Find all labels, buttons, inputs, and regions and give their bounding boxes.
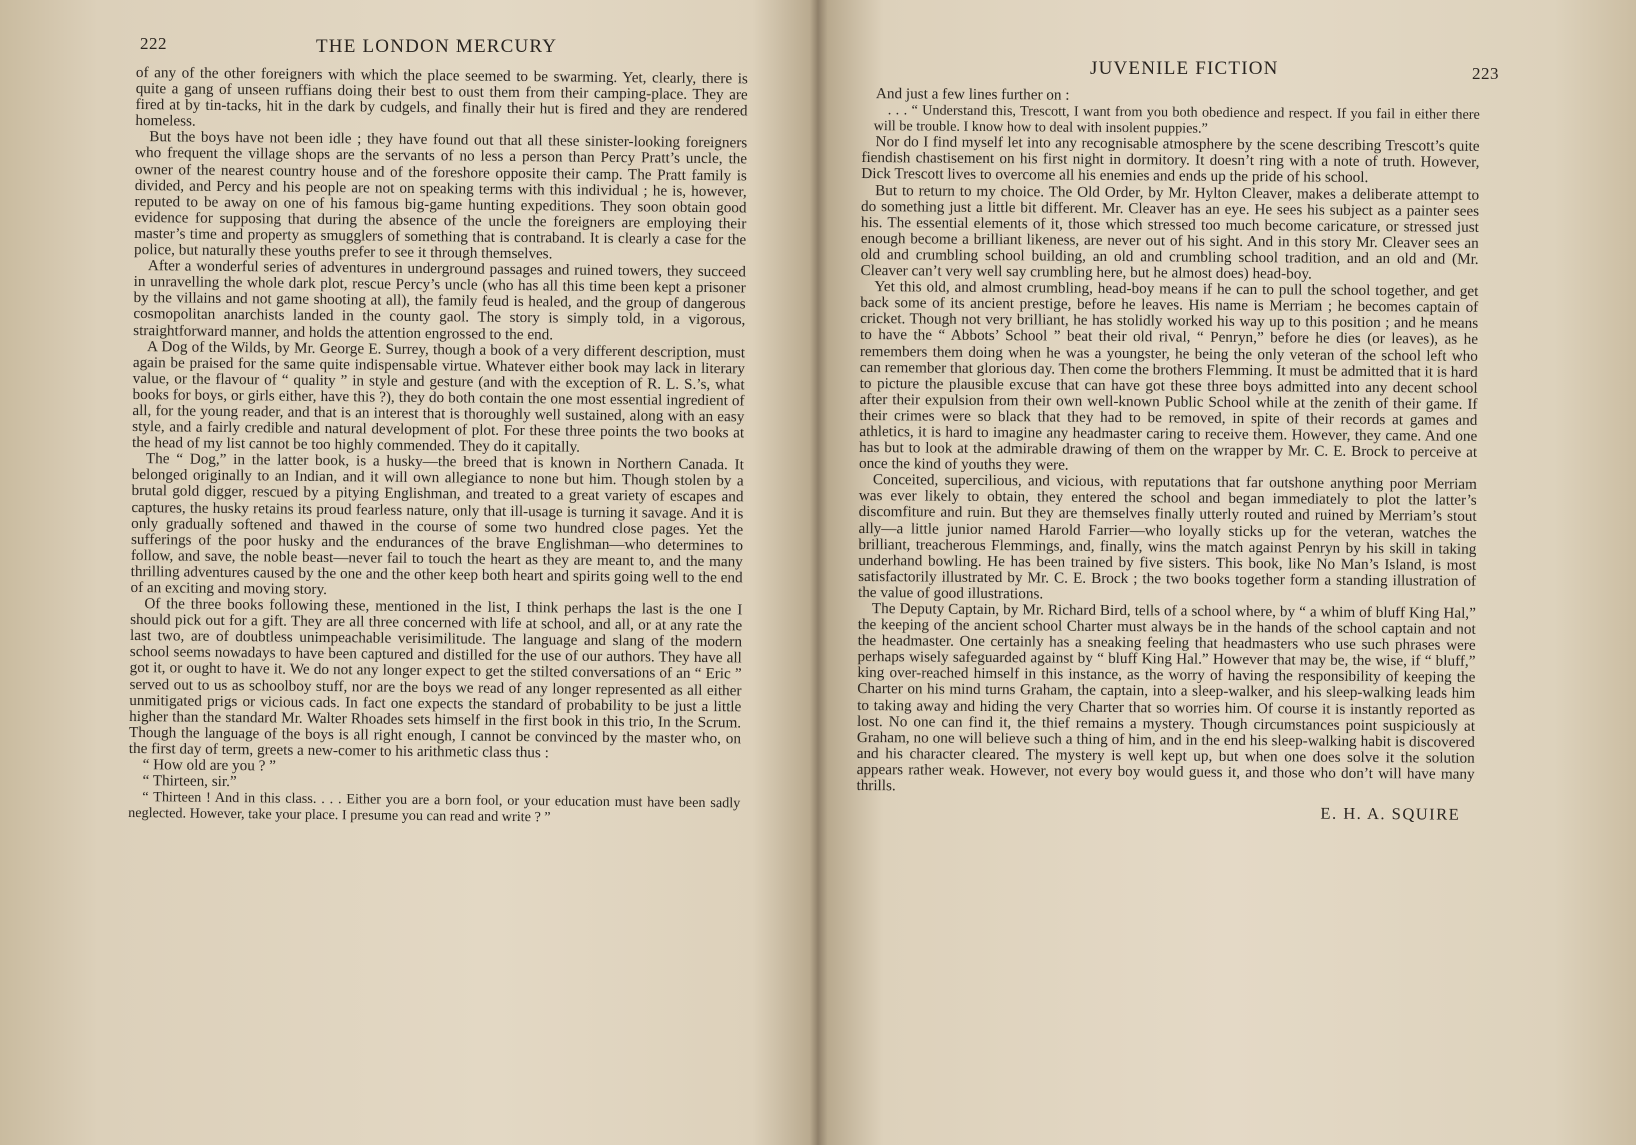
right-page-body: [856, 86, 1480, 823]
paragraph: But to return to my choice. The Old Order, by Mr. Hylton Cleaver, makes a deliberate attempt to do something just a little bit different. Mr. Cleaver has an eye. He sees his subject as a painter sees his. The essential elements of it, those which stressed too much become caricature, or stressed just enough become a brilliant likeness, are never out of his sight. And in this story Mr. Cleaver sees an old and crumbling school building, an old and crumbling school tradition, and an old and (Mr. Cleaver can’t very well say crumbling here, but he almost does) head-boy.: [860, 181, 1480, 283]
running-head: THE LONDON MERCURY: [316, 36, 558, 57]
paragraph: Conceited, supercilious, and vicious, with reputations that far outshone anything poor Merriam was ever likely to obtain, they entered the school and began immediately to plot the latter’s discomfiture and ruin. But they are themselves finally utterly routed and ruined by Merriam’s stout ally—a little junior named Harold Farrier—who loyally sticks up for the veteran, watches the brilliant, treacherous Flemmings, and, finally, wins the match against Penryn by his skill in taking underhand bowling. He has been trained by five sisters. This book, like No Man’s Island, is most satisfactorily illustrated by Mr. C. E. Brock ; the two books together form a standing illustration of the value of good illustrations.: [857, 471, 1477, 603]
dialog-line: “ Thirteen ! And in this class. . . . Either you are a born fool, or your education must have been sadly neglected. However, take your place. I presume you can read and write ? ”: [128, 789, 741, 826]
paragraph: But the boys have not been idle ; they have found out that all these sinister-looking foreigners who frequent the village shops are the servants of no less a person than Percy Pratt’s uncle, the owner of the nearest country house and of the foreshore opposite their camp. The Pratt family is divided, and Percy and his people are not on speaking terms with this individual ; he is, however, reputed to be away on one of his famous big-game hunting expeditions. They soon obtain good evidence for supposing that during the absence of the uncle the foreigners are employing their master’s time and property as smugglers of something that is contraband. It is clearly a case for the police, but naturally these youths prefer to see it through themselves.: [133, 128, 748, 263]
paragraph: After a wonderful series of adventures in underground passages and ruined towers, they succeed in unravelling the whole dark plot, rescue Percy’s uncle (who has all this time been kept a prisoner by the villains and not game shooting at all), the family feud is healed, and the group of dangerous cosmopolitan anarchists landed in the county gaol. The story is simply told, in a vigorous, straightforward manner, and holds the attention engrossed to the end.: [133, 257, 746, 343]
dialog-line: “ Thirteen, sir.”: [142, 772, 237, 791]
running-head: JUVENILE FICTION: [1090, 58, 1279, 79]
author-signature: E. H. A. SQUIRE: [1320, 803, 1461, 824]
paragraph: Of the three books following these, mentioned in the list, I think perhaps the last is the one I should pick out for a gift. They are all three concerned with life at school, and all, or at any rate the last two, are of doubtless unimpeachable verisimilitude. The language and slang of the modern school seems nowadays to have been captured and distilled for the use of our authors. They have all got it, or ought to have it. We do not any longer expect to get the stilted conversations of an “ Eric ” served out to us as schoolboy stuff, nor are the boys we read of any longer represented as all either unmitigated prigs or vicious cads. In fact one expects the standard of probability to be just a little higher than the standard Mr. Walter Rhoades sets himself in the first book in this trio, In the Scrum. Though the language of the boys is all right enough, I cannot be convinced by the master who, on the first day of term, greets a new-comer to his arithmetic class thus :: [128, 595, 743, 762]
paragraph: And just a few lines further on :: [875, 85, 1070, 104]
page-number: 223: [1472, 64, 1499, 83]
paragraph: Yet this old, and almost crumbling, head-boy means if he can to pull the school together, and get back some of its ancient prestige, before he leaves. His name is Merriam ; he becomes captain of cricket. Though not very brilliant, he has stolidly worked his way up to this position ; and he means to have the “ Abbots’ School ” beat their old rival, “ Penryn,” before he dies (or leaves), as he remembers them doing when he was a youngster, he being the only veteran of the school left who can remember that glorious day. Then come the brothers Flemming. It must be admitted that it is hard to picture the plausible excuse that can have got these three boys admitted into any decent school after their expulsion from their own well-known Public School while at the zenith of their game. If their crimes were so black that they had to be removed, in spite of their records at games and athletics, it is hard to imagine any headmaster caring to receive them. However, they came. And one has but to look at the admirable drawing of them on the wrapper by Mr. C. E. Brock to perceive at once the kind of youths they were.: [858, 278, 1479, 474]
page-number: 222: [140, 34, 167, 53]
block-quote: . . . “ Understand this, Trescott, I want from you both obedience and respect. If you fail in either there will be trouble. I know how to deal with insolent puppies.”: [873, 102, 1480, 137]
paragraph: A Dog of the Wilds, by Mr. George E. Surrey, though a book of a very different description, must again be praised for the same quite indispensable virtue. Whatever either book may lack in literary value, or the flavour of “ quality ” in style and gesture (and with the exception of R. L. S.’s, what books for boys, or girls either, have this ?), they do both contain the one most essential ingredient of all, for the young reader, and that is an interest that is thoroughly well sustained, along with an easy style, and a fairly credible and natural development of plot. For these three points the two books at the head of my list cannot be too highly commended. They do it capitally.: [131, 337, 746, 456]
dialog-line: “ How old are you ? ”: [142, 756, 277, 775]
paragraph: of any of the other foreigners with which the place seemed to be swarming. Yet, clearly, there is quite a gang of unseen ruffians doing their best to oust them from their camping-place. They are fired at by tin-tacks, hit in the dark by cudgels, and finally their hut is fired and they are rendered homeless.: [135, 64, 748, 130]
left-page-body: [128, 65, 748, 828]
paragraph: The “ Dog,” in the latter book, is a husky—the breed that is known in Northern Canada. It belonged originally to an Indian, and it will own allegiance to none but him. Though stolen by a brutal gold digger, rescued by a pitying Englishman, and treated to a great variety of escapes and captures, the husky retains its proud fearless nature, only that ill-usage is turning it savage. And it is only gradually softened and thawed in the course of some two hundred close pages. Yet the sufferings of the poor husky and the endurances of the brave Englishman—who determines to follow, and save, the noble beast—never fail to touch the heart as they are meant to, and the many thrilling adventures caused by the one and the other keep both heart and spirits going well to the end of an exciting and moving story.: [130, 450, 744, 599]
paragraph: Nor do I find myself let into any recognisable atmosphere by the scene describing Trescott’s quite fiendish chastisement on his first night in dormitory. It doesn’t ring with a note of truth. However, Dick Trescott lives to overcome all his enemies and ends up the pride of his school.: [861, 133, 1480, 187]
paragraph: The Deputy Captain, by Mr. Richard Bird, tells of a school where, by “ a whim of bluff King Hal,” the keeping of the ancient school Charter must always be in the hands of the school captain and not the headmaster. One certainly has a sneaking feeling that headmasters who use such phrases were perhaps wisely safeguarded against by “ bluff King Hal.” However that may be, the wise, if “ bluff,” king over-reached himself in this instance, as the worry of having the responsibility of keeping the Charter on his mind turns Graham, the captain, into a sleep-walker, and his sleep-walking leads him to taking away and hiding the very Charter that so worries him. Of course it is instantly reported as lost. No one can find it, the thief remains a mystery. Though circumstances point suspiciously at Graham, no one will believe such a thing of him, and in the end his sleep-walking habit is discovered and his character cleared. The mystery is well kept up, but when one does solve it the solution appears rather weak. However, not every boy would guess it, and those who don’t will have many thrills.: [856, 600, 1476, 795]
right-page: [818, 0, 1636, 1145]
